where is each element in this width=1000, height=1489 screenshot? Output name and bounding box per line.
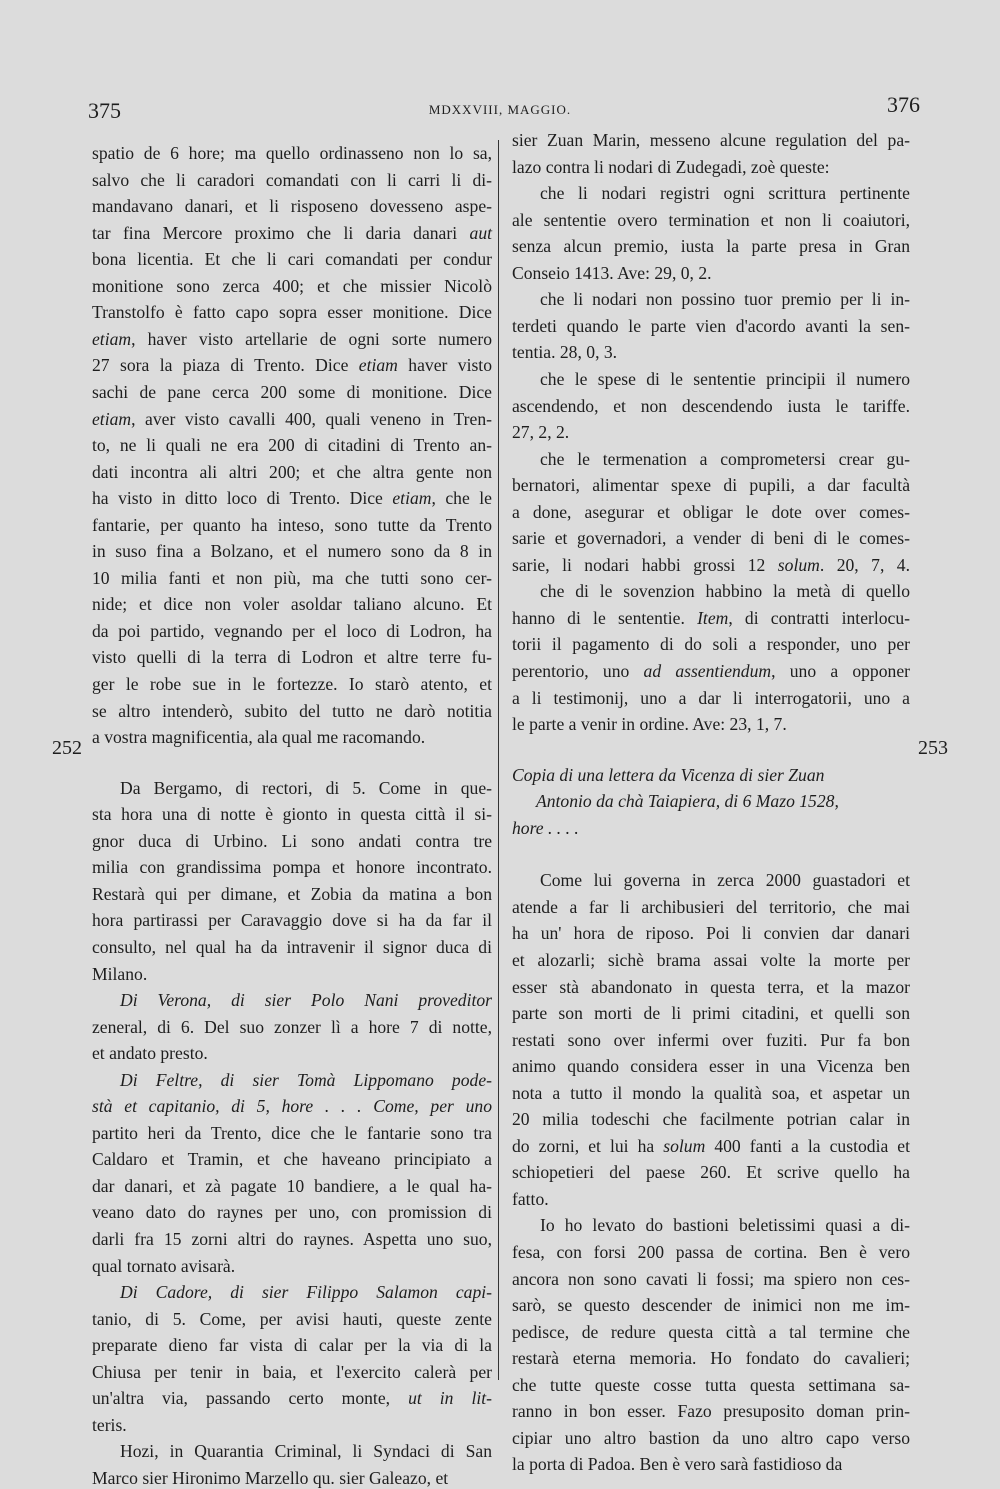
text-line: lazo contra li nodari di Zudegadi, zoè queste: <box>512 156 830 177</box>
text-line: che di le sovenzion habbino la metà di quello <box>540 581 910 602</box>
text-line: sta hora una di notte è gionto in questa città il si- <box>92 804 492 825</box>
text-line: restarà eterna memoria. Ho fondato do cavalieri; <box>512 1348 910 1369</box>
text-line: Come lui governa in zerca 2000 guastadori et <box>540 870 910 891</box>
text-line: se altro intenderò, subito del tutto ne darò notitia <box>92 700 492 721</box>
text-line: salvo che li caradori comandati con li carri li di- <box>92 169 492 190</box>
text-line: tanio, di 5. Come, per avisi hauti, queste zente <box>92 1308 492 1329</box>
text-line: Conseio 1413. Ave: 29, 0, 2. <box>512 262 712 283</box>
text-line: perentorio, uno ad assentiendum, uno a opponer <box>512 661 910 681</box>
text-line: 20 milia todeschi che facilmente potrian calar in <box>512 1109 910 1130</box>
text-line: tar fina Mercore proximo che li daria danari aut <box>92 222 492 243</box>
text-line: sarò, se questo descender de inimici non me im- <box>512 1295 910 1316</box>
text-line: pedisce, de redure questa città a tal termine che <box>512 1321 910 1342</box>
text-line: hanno di le sententie. Item, di contratti interlocu- <box>512 607 911 628</box>
text-line: tentia. 28, 0, 3. <box>512 342 618 363</box>
text-line: etiam, aver visto cavalli 400, quali veneno in Tren- <box>92 408 492 429</box>
text-line: Copia di una lettera da Vicenza di sier Zuan <box>512 764 825 785</box>
text-line: sachi de pane cerca 200 some di monitione. Dice <box>92 381 492 402</box>
text-line: Da Bergamo, di rectori, di 5. Come in que- <box>120 777 492 798</box>
text-line: Di Cadore, di sier Filippo Salamon capi- <box>120 1282 492 1303</box>
text-line: Transtolfo è fatto capo sopra esser monitione. Dice <box>92 302 492 323</box>
text-line: spatio de 6 hore; ma quello ordinasseno non lo sa, <box>92 143 492 163</box>
text-line: et alozarli; sichè brama assai volte la morte per <box>512 949 910 970</box>
text-line: cipiar uno altro bastion da uno altro capo verso <box>512 1427 910 1448</box>
text-line: ancora non sono cavati li fossi; ma spiero non ces- <box>512 1268 910 1289</box>
text-line: do zorni, et lui ha solum 400 fanti a la custodia et <box>512 1135 910 1156</box>
text-line: 10 milia fanti et non più, ma che tutti sono cer- <box>92 567 492 588</box>
text-line: qual tornato avisarà. <box>92 1255 236 1276</box>
text-line: consulto, nel qual ha da intravenir il signor duca di <box>92 936 492 957</box>
text-line: ascendendo, et non descendendo iusta le tariffe. <box>512 395 910 416</box>
text-line: torii il pagamento di do soli a responder, uno per <box>512 634 910 655</box>
column-divider <box>498 140 499 1380</box>
text-line: ha un' hora de riposo. Poi li convien dar danari <box>512 923 910 944</box>
page-number-left: 375 <box>88 98 121 123</box>
text-line: schiopetieri del paese 260. Et scrive quello ha <box>512 1162 910 1183</box>
running-head <box>0 92 1000 122</box>
text-line: milia con grandissima pompa et honore incontrato. <box>92 857 492 878</box>
text-line: dar danari, et zà pagate 10 bandiere, a le qual ha- <box>92 1175 492 1196</box>
text-line: le parte a venir in ordine. Ave: 23, 1, 7. <box>512 714 787 735</box>
text-line: senza alcun premio, iusta la parte presa in Gran <box>512 236 910 257</box>
margin-number-right: 253 <box>918 737 948 759</box>
text-line: a done, asegurar et obligar le dote over comes- <box>512 501 910 522</box>
text-line: animo quando considera esser in una Vicenza ben <box>512 1056 910 1077</box>
text-line: terdeti quando le parte vien d'acordo avanti la sen- <box>512 315 910 336</box>
text-line: atende a far li archibusieri del territorio, che mai <box>512 896 910 917</box>
text-line: nide; et dice non voler asoldar taliano alcuno. Et <box>92 594 492 615</box>
text-line: nota a tutto il mondo la qualità soa, et aspetar un <box>512 1082 910 1103</box>
text-line: veano dato do raynes per uno, con promission di <box>92 1202 492 1223</box>
text-line: Antonio da chà Taiapiera, di 6 Mazo 1528, <box>536 791 839 812</box>
text-line: sier Zuan Marin, messeno alcune regulation del pa- <box>512 130 910 150</box>
text-line: zeneral, di 6. Del suo zonzer lì a hore 7 di notte, <box>92 1016 492 1037</box>
text-line: un'altra via, passando certo monte, ut in lit- <box>92 1388 492 1409</box>
text-line: stà et capitanio, di 5, hore . . . Come, per uno <box>92 1096 492 1117</box>
text-line: che tutte queste cosse tutta questa settimana sa- <box>512 1374 910 1395</box>
text-line: che li nodari registri ogni scrittura pertinente <box>540 183 910 204</box>
text-line: gnor duca di Urbino. Li sono andati contra tre <box>92 830 492 851</box>
text-line: che li nodari non possino tuor premio per li in- <box>540 289 910 310</box>
text-line: fantarie, per quanto ha inteso, sono tutte da Trento <box>92 514 492 535</box>
text-line: che le spese di le sententie principii il numero <box>540 368 910 389</box>
text-line: Di Feltre, di sier Tomà Lippomano pode- <box>120 1069 492 1090</box>
text-line: hore . . . . <box>512 817 579 838</box>
text-line: visto quelli di la terra di Lodron et altre terre fu- <box>92 647 492 668</box>
text-line: dati incontra ali altri 200; et che altra gente non <box>92 461 492 482</box>
text-line: a vostra magnificentia, ala qual me racomando. <box>92 727 426 748</box>
text-line: restati sono over infermi over fuziti. Pur fa bon <box>512 1029 910 1050</box>
text-line: mandavano danari, et li risposeno dovesseno aspe- <box>92 196 492 217</box>
text-line: ale sententie overo termination et non li coaiutori, <box>512 209 910 230</box>
text-line: darli fra 15 zorni altri do raynes. Aspetta uno suo, <box>92 1229 492 1249</box>
text-line: Restarà qui per dimane, et Zobia da matina a bon <box>92 883 492 904</box>
text-line: 27, 2, 2. <box>512 422 570 443</box>
text-line: Io ho levato do bastioni beletissimi quasi a di- <box>540 1215 910 1236</box>
text-line: ranno in bon esser. Fazo presuposito doman prin- <box>512 1401 910 1422</box>
text-line: in suso fina a Bolzano, et el numero sono da 8 in <box>92 541 492 562</box>
text-line: partito heri da Trento, dice che le fantarie sono tra <box>92 1122 492 1143</box>
text-line: ha visto in ditto loco di Trento. Dice etiam, che le <box>92 488 492 509</box>
text-line: ger le robe sue in le fortezze. Io starò atento, et <box>92 674 492 694</box>
text-line: esser stà abandonato in questa terra, et la mazor <box>512 976 910 997</box>
text-line: monitione sono zerca 400; et che missier Nicolò <box>92 275 492 296</box>
text-line: et andato presto. <box>92 1043 208 1064</box>
text-line: etiam, haver visto artellarie de ogni sorte numero <box>92 328 492 349</box>
text-line: hora partirassi per Caravaggio dove si ha da far il <box>92 910 492 931</box>
text-line: fesa, con forsi 200 passa de cortina. Ben è vero <box>512 1242 910 1262</box>
text-line: sarie, li nodari habbi grossi 12 solum. 20, 7, 4. <box>512 554 910 575</box>
text-line: Hozi, in Quarantia Criminal, li Syndaci di San <box>120 1441 492 1462</box>
text-line: parte son morti de li primi citadini, et quelli son <box>512 1003 910 1024</box>
text-line: Chiusa per tenir in baia, et l'exercito calerà per <box>92 1361 492 1382</box>
text-line: che le termenation a comprometersi crear gu- <box>540 448 910 469</box>
page-number-right: 376 <box>887 92 920 117</box>
text-line: a li testimonij, uno a dar li interrogatorii, uno a <box>512 687 910 708</box>
text-line: to, ne li quali ne era 200 di citadini di Trento an- <box>92 435 492 456</box>
text-line: Milano. <box>92 963 148 984</box>
text-line: fatto. <box>512 1188 549 1209</box>
text-line: preparate dieno far vista di calar per la via di la <box>92 1335 492 1356</box>
text-line: la porta di Padoa. Ben è vero sarà fastidioso da <box>512 1454 843 1475</box>
text-line: bona licentia. Et che li cari comandati per condur <box>92 249 492 270</box>
text-line: 27 sora la piaza di Trento. Dice etiam haver visto <box>92 355 492 376</box>
running-title: MDXXVIII, MAGGIO. <box>428 102 572 117</box>
text-line: da poi partido, vegnando per el loco di Lodron, ha <box>92 620 492 641</box>
text-line: sarie et governadori, a vender di beni di le comes- <box>512 528 910 549</box>
text-line: bernatori, alimentar spexe di pupili, a dar facultà <box>512 475 910 496</box>
text-line: Marco sier Hironimo Marzello qu. sier Galeazo, et <box>92 1467 449 1488</box>
text-line: Caldaro et Tramin, et che haveano principiato a <box>92 1149 492 1170</box>
text-line: Di Verona, di sier Polo Nani proveditor <box>120 990 492 1011</box>
margin-number-left: 252 <box>52 737 82 759</box>
text-line: teris. <box>92 1414 127 1435</box>
